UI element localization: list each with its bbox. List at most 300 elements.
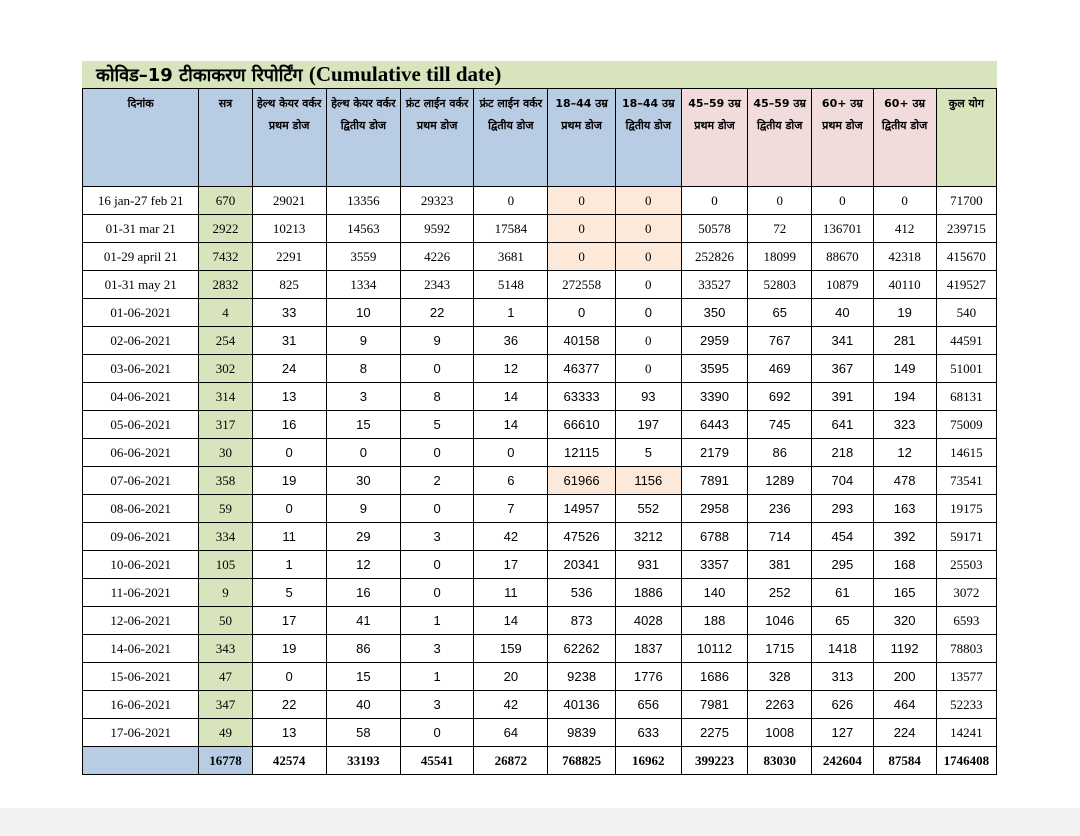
row-sessions: 47 bbox=[199, 663, 252, 691]
table-cell: 19 bbox=[252, 635, 326, 663]
table-cell: 194 bbox=[873, 383, 936, 411]
table-cell: 88670 bbox=[812, 243, 873, 271]
row-date: 01-31 mar 21 bbox=[83, 215, 199, 243]
table-cell: 2959 bbox=[681, 327, 747, 355]
table-cell: 2291 bbox=[252, 243, 326, 271]
table-cell: 626 bbox=[812, 691, 873, 719]
table-row bbox=[83, 663, 997, 691]
row-sessions: 343 bbox=[199, 635, 252, 663]
table-cell: 1715 bbox=[748, 635, 812, 663]
table-cell: 633 bbox=[615, 719, 681, 747]
table-cell: 61966 bbox=[548, 467, 615, 495]
table-cell: 0 bbox=[401, 551, 474, 579]
table-cell: 14615 bbox=[936, 439, 996, 467]
row-sessions: 347 bbox=[199, 691, 252, 719]
table-cell: 1289 bbox=[748, 467, 812, 495]
row-sessions: 59 bbox=[199, 495, 252, 523]
table-cell: 136701 bbox=[812, 215, 873, 243]
table-row bbox=[83, 215, 997, 243]
header-date: दिनांक bbox=[83, 89, 199, 187]
table-cell: 341 bbox=[812, 327, 873, 355]
header-45-59-dose1: 45–59 उम्र प्रथम डोज bbox=[681, 89, 747, 187]
table-cell: 381 bbox=[748, 551, 812, 579]
table-cell: 61 bbox=[812, 579, 873, 607]
row-date: 16 jan-27 feb 21 bbox=[83, 187, 199, 215]
total-cell: 87584 bbox=[873, 747, 936, 775]
table-cell: 163 bbox=[873, 495, 936, 523]
table-cell: 1837 bbox=[615, 635, 681, 663]
bottom-band bbox=[0, 808, 1080, 836]
row-date: 16-06-2021 bbox=[83, 691, 199, 719]
table-cell: 18099 bbox=[748, 243, 812, 271]
row-date: 01-29 april 21 bbox=[83, 243, 199, 271]
table-cell: 656 bbox=[615, 691, 681, 719]
table-cell: 552 bbox=[615, 495, 681, 523]
total-cell: 16778 bbox=[199, 747, 252, 775]
table-cell: 68131 bbox=[936, 383, 996, 411]
table-cell: 16 bbox=[252, 411, 326, 439]
table-cell: 0 bbox=[615, 243, 681, 271]
table-cell: 10213 bbox=[252, 215, 326, 243]
table-cell: 419527 bbox=[936, 271, 996, 299]
title-english: (Cumulative till date) bbox=[308, 62, 502, 86]
table-cell: 165 bbox=[873, 579, 936, 607]
table-cell: 9 bbox=[401, 327, 474, 355]
vaccination-table bbox=[82, 88, 997, 775]
table-cell: 1 bbox=[474, 299, 548, 327]
table-row bbox=[83, 551, 997, 579]
table-cell: 197 bbox=[615, 411, 681, 439]
table-cell: 200 bbox=[873, 663, 936, 691]
table-cell: 1334 bbox=[326, 271, 400, 299]
table-row bbox=[83, 691, 997, 719]
table-cell: 71700 bbox=[936, 187, 996, 215]
table-cell: 10112 bbox=[681, 635, 747, 663]
row-date: 17-06-2021 bbox=[83, 719, 199, 747]
table-cell: 5148 bbox=[474, 271, 548, 299]
total-cell: 26872 bbox=[474, 747, 548, 775]
table-cell: 0 bbox=[812, 187, 873, 215]
table-cell: 1046 bbox=[748, 607, 812, 635]
table-cell: 73541 bbox=[936, 467, 996, 495]
table-cell: 63333 bbox=[548, 383, 615, 411]
row-sessions: 334 bbox=[199, 523, 252, 551]
table-cell: 0 bbox=[401, 495, 474, 523]
table-cell: 44591 bbox=[936, 327, 996, 355]
totals-row bbox=[83, 747, 997, 775]
row-sessions: 49 bbox=[199, 719, 252, 747]
table-cell: 14957 bbox=[548, 495, 615, 523]
table-cell: 78803 bbox=[936, 635, 996, 663]
total-cell: 45541 bbox=[401, 747, 474, 775]
table-cell: 641 bbox=[812, 411, 873, 439]
header-flw-dose1: फ्रंट लाईन वर्कर प्रथम डोज bbox=[401, 89, 474, 187]
table-cell: 47526 bbox=[548, 523, 615, 551]
row-sessions: 105 bbox=[199, 551, 252, 579]
table-cell: 22 bbox=[401, 299, 474, 327]
table-cell: 14 bbox=[474, 383, 548, 411]
header-hcw-dose2: हेल्थ केयर वर्कर द्वितीय डोज bbox=[326, 89, 400, 187]
row-date: 05-06-2021 bbox=[83, 411, 199, 439]
table-cell: 17584 bbox=[474, 215, 548, 243]
table-cell: 20341 bbox=[548, 551, 615, 579]
table-cell: 323 bbox=[873, 411, 936, 439]
table-cell: 42 bbox=[474, 691, 548, 719]
table-cell: 75009 bbox=[936, 411, 996, 439]
table-cell: 0 bbox=[474, 187, 548, 215]
row-date: 01-31 may 21 bbox=[83, 271, 199, 299]
table-cell: 236 bbox=[748, 495, 812, 523]
table-row bbox=[83, 439, 997, 467]
table-row bbox=[83, 243, 997, 271]
table-cell: 391 bbox=[812, 383, 873, 411]
row-date: 01-06-2021 bbox=[83, 299, 199, 327]
table-cell: 4226 bbox=[401, 243, 474, 271]
report-title bbox=[82, 61, 997, 88]
table-cell: 52803 bbox=[748, 271, 812, 299]
header-total: कुल योग bbox=[936, 89, 996, 187]
table-cell: 168 bbox=[873, 551, 936, 579]
row-date: 09-06-2021 bbox=[83, 523, 199, 551]
table-cell: 19 bbox=[873, 299, 936, 327]
table-row bbox=[83, 495, 997, 523]
table-cell: 46377 bbox=[548, 355, 615, 383]
table-row bbox=[83, 383, 997, 411]
table-cell: 1418 bbox=[812, 635, 873, 663]
table-cell: 13356 bbox=[326, 187, 400, 215]
table-cell: 42318 bbox=[873, 243, 936, 271]
table-cell: 7 bbox=[474, 495, 548, 523]
table-cell: 745 bbox=[748, 411, 812, 439]
table-cell: 13 bbox=[252, 383, 326, 411]
table-cell: 252826 bbox=[681, 243, 747, 271]
table-cell: 65 bbox=[748, 299, 812, 327]
table-cell: 224 bbox=[873, 719, 936, 747]
table-cell: 86 bbox=[748, 439, 812, 467]
table-cell: 8 bbox=[326, 355, 400, 383]
table-cell: 12 bbox=[474, 355, 548, 383]
table-cell: 0 bbox=[748, 187, 812, 215]
table-cell: 14241 bbox=[936, 719, 996, 747]
table-cell: 0 bbox=[401, 355, 474, 383]
table-row bbox=[83, 635, 997, 663]
table-cell: 7891 bbox=[681, 467, 747, 495]
table-cell: 17 bbox=[252, 607, 326, 635]
row-date: 03-06-2021 bbox=[83, 355, 199, 383]
table-cell: 1192 bbox=[873, 635, 936, 663]
table-cell: 0 bbox=[615, 187, 681, 215]
header-flw-dose2: फ्रंट लाईन वर्कर द्वितीय डोज bbox=[474, 89, 548, 187]
table-cell: 13577 bbox=[936, 663, 996, 691]
table-cell: 0 bbox=[252, 439, 326, 467]
table-cell: 2179 bbox=[681, 439, 747, 467]
table-cell: 0 bbox=[615, 327, 681, 355]
table-cell: 8 bbox=[401, 383, 474, 411]
table-cell: 11 bbox=[474, 579, 548, 607]
table-cell: 0 bbox=[548, 187, 615, 215]
table-cell: 19 bbox=[252, 467, 326, 495]
row-date: 12-06-2021 bbox=[83, 607, 199, 635]
header-18-44-dose1: 18–44 उम्र प्रथम डोज bbox=[548, 89, 615, 187]
table-cell: 41 bbox=[326, 607, 400, 635]
table-cell: 328 bbox=[748, 663, 812, 691]
table-row bbox=[83, 523, 997, 551]
table-cell: 9592 bbox=[401, 215, 474, 243]
table-cell: 1156 bbox=[615, 467, 681, 495]
header-60plus-dose1: 60+ उम्र प्रथम डोज bbox=[812, 89, 873, 187]
table-cell: 11 bbox=[252, 523, 326, 551]
table-cell: 714 bbox=[748, 523, 812, 551]
table-cell: 40136 bbox=[548, 691, 615, 719]
table-row bbox=[83, 187, 997, 215]
table-cell: 454 bbox=[812, 523, 873, 551]
table-cell: 0 bbox=[873, 187, 936, 215]
table-cell: 12 bbox=[873, 439, 936, 467]
table-cell: 64 bbox=[474, 719, 548, 747]
row-date: 02-06-2021 bbox=[83, 327, 199, 355]
table-cell: 3 bbox=[401, 691, 474, 719]
table-cell: 159 bbox=[474, 635, 548, 663]
table-cell: 9 bbox=[326, 495, 400, 523]
table-cell: 10879 bbox=[812, 271, 873, 299]
table-cell: 0 bbox=[474, 439, 548, 467]
table-cell: 293 bbox=[812, 495, 873, 523]
table-cell: 25503 bbox=[936, 551, 996, 579]
table-cell: 295 bbox=[812, 551, 873, 579]
table-cell: 58 bbox=[326, 719, 400, 747]
table-cell: 29 bbox=[326, 523, 400, 551]
total-cell: 16962 bbox=[615, 747, 681, 775]
table-cell: 72 bbox=[748, 215, 812, 243]
table-cell: 29021 bbox=[252, 187, 326, 215]
table-cell: 3072 bbox=[936, 579, 996, 607]
table-cell: 3357 bbox=[681, 551, 747, 579]
table-cell: 412 bbox=[873, 215, 936, 243]
table-cell: 0 bbox=[615, 215, 681, 243]
table-cell: 6443 bbox=[681, 411, 747, 439]
table-row bbox=[83, 719, 997, 747]
table-cell: 0 bbox=[615, 355, 681, 383]
table-cell: 66610 bbox=[548, 411, 615, 439]
table-cell: 65 bbox=[812, 607, 873, 635]
table-cell: 469 bbox=[748, 355, 812, 383]
table-cell: 0 bbox=[326, 439, 400, 467]
table-cell: 36 bbox=[474, 327, 548, 355]
table-cell: 350 bbox=[681, 299, 747, 327]
table-cell: 6 bbox=[474, 467, 548, 495]
table-cell: 464 bbox=[873, 691, 936, 719]
row-sessions: 302 bbox=[199, 355, 252, 383]
total-cell: 42574 bbox=[252, 747, 326, 775]
table-cell: 50578 bbox=[681, 215, 747, 243]
row-date: 14-06-2021 bbox=[83, 635, 199, 663]
table-cell: 767 bbox=[748, 327, 812, 355]
table-cell: 13 bbox=[252, 719, 326, 747]
header-18-44-dose2: 18–44 उम्र द्वितीय डोज bbox=[615, 89, 681, 187]
table-cell: 218 bbox=[812, 439, 873, 467]
table-cell: 33527 bbox=[681, 271, 747, 299]
row-date: 08-06-2021 bbox=[83, 495, 199, 523]
table-cell: 3595 bbox=[681, 355, 747, 383]
row-sessions: 2922 bbox=[199, 215, 252, 243]
table-cell: 5 bbox=[252, 579, 326, 607]
table-cell: 33 bbox=[252, 299, 326, 327]
row-date: 07-06-2021 bbox=[83, 467, 199, 495]
table-cell: 51001 bbox=[936, 355, 996, 383]
table-cell: 140 bbox=[681, 579, 747, 607]
table-cell: 24 bbox=[252, 355, 326, 383]
table-cell: 149 bbox=[873, 355, 936, 383]
header-60plus-dose2: 60+ उम्र द्वितीय डोज bbox=[873, 89, 936, 187]
table-cell: 86 bbox=[326, 635, 400, 663]
row-sessions: 358 bbox=[199, 467, 252, 495]
table-cell: 239715 bbox=[936, 215, 996, 243]
table-cell: 16 bbox=[326, 579, 400, 607]
table-cell: 825 bbox=[252, 271, 326, 299]
table-row bbox=[83, 607, 997, 635]
table-cell: 22 bbox=[252, 691, 326, 719]
header-sessions: सत्र bbox=[199, 89, 252, 187]
table-cell: 29323 bbox=[401, 187, 474, 215]
table-cell: 14 bbox=[474, 411, 548, 439]
table-cell: 392 bbox=[873, 523, 936, 551]
table-cell: 15 bbox=[326, 411, 400, 439]
table-row bbox=[83, 355, 997, 383]
table-row bbox=[83, 299, 997, 327]
table-cell: 3681 bbox=[474, 243, 548, 271]
row-sessions: 9 bbox=[199, 579, 252, 607]
total-cell: 33193 bbox=[326, 747, 400, 775]
table-cell: 931 bbox=[615, 551, 681, 579]
table-cell: 2958 bbox=[681, 495, 747, 523]
header-hcw-dose1: हेल्थ केयर वर्कर प्रथम डोज bbox=[252, 89, 326, 187]
table-cell: 12 bbox=[326, 551, 400, 579]
table-cell: 0 bbox=[401, 719, 474, 747]
table-cell: 3 bbox=[401, 635, 474, 663]
row-date: 04-06-2021 bbox=[83, 383, 199, 411]
table-cell: 1 bbox=[401, 607, 474, 635]
row-sessions: 50 bbox=[199, 607, 252, 635]
table-row bbox=[83, 579, 997, 607]
table-cell: 478 bbox=[873, 467, 936, 495]
table-cell: 19175 bbox=[936, 495, 996, 523]
table-row bbox=[83, 271, 997, 299]
table-cell: 9238 bbox=[548, 663, 615, 691]
table-cell: 2 bbox=[401, 467, 474, 495]
total-cell: 1746408 bbox=[936, 747, 996, 775]
table-cell: 3559 bbox=[326, 243, 400, 271]
table-cell: 367 bbox=[812, 355, 873, 383]
table-cell: 692 bbox=[748, 383, 812, 411]
table-cell: 1776 bbox=[615, 663, 681, 691]
table-cell: 1008 bbox=[748, 719, 812, 747]
table-cell: 0 bbox=[548, 299, 615, 327]
table-cell: 272558 bbox=[548, 271, 615, 299]
table-cell: 40110 bbox=[873, 271, 936, 299]
total-cell: 242604 bbox=[812, 747, 873, 775]
table-cell: 5 bbox=[615, 439, 681, 467]
table-cell: 30 bbox=[326, 467, 400, 495]
table-cell: 17 bbox=[474, 551, 548, 579]
table-cell: 704 bbox=[812, 467, 873, 495]
table-cell: 320 bbox=[873, 607, 936, 635]
table-cell: 40 bbox=[326, 691, 400, 719]
table-cell: 0 bbox=[401, 439, 474, 467]
table-cell: 9 bbox=[326, 327, 400, 355]
table-cell: 3390 bbox=[681, 383, 747, 411]
table-cell: 2263 bbox=[748, 691, 812, 719]
table-cell: 7981 bbox=[681, 691, 747, 719]
table-cell: 10 bbox=[326, 299, 400, 327]
row-sessions: 7432 bbox=[199, 243, 252, 271]
table-cell: 15 bbox=[326, 663, 400, 691]
row-date: 15-06-2021 bbox=[83, 663, 199, 691]
table-cell: 252 bbox=[748, 579, 812, 607]
row-sessions: 670 bbox=[199, 187, 252, 215]
row-sessions: 30 bbox=[199, 439, 252, 467]
table-cell: 1886 bbox=[615, 579, 681, 607]
table-cell: 5 bbox=[401, 411, 474, 439]
row-date: 11-06-2021 bbox=[83, 579, 199, 607]
table-cell: 0 bbox=[548, 215, 615, 243]
table-cell: 0 bbox=[401, 579, 474, 607]
total-cell: 399223 bbox=[681, 747, 747, 775]
table-body bbox=[83, 187, 997, 775]
table-cell: 127 bbox=[812, 719, 873, 747]
table-row bbox=[83, 327, 997, 355]
table-cell: 40 bbox=[812, 299, 873, 327]
table-cell: 12115 bbox=[548, 439, 615, 467]
table-cell: 93 bbox=[615, 383, 681, 411]
table-cell: 14563 bbox=[326, 215, 400, 243]
table-row bbox=[83, 411, 997, 439]
total-cell: 83030 bbox=[748, 747, 812, 775]
table-cell: 6788 bbox=[681, 523, 747, 551]
table-cell: 540 bbox=[936, 299, 996, 327]
table-cell: 9839 bbox=[548, 719, 615, 747]
table-cell: 4028 bbox=[615, 607, 681, 635]
row-sessions: 314 bbox=[199, 383, 252, 411]
table-cell: 2275 bbox=[681, 719, 747, 747]
table-cell: 1 bbox=[252, 551, 326, 579]
table-cell: 40158 bbox=[548, 327, 615, 355]
table-cell: 31 bbox=[252, 327, 326, 355]
row-sessions: 254 bbox=[199, 327, 252, 355]
table-cell: 0 bbox=[681, 187, 747, 215]
table-cell: 2343 bbox=[401, 271, 474, 299]
table-cell: 281 bbox=[873, 327, 936, 355]
table-cell: 0 bbox=[615, 271, 681, 299]
table-cell: 415670 bbox=[936, 243, 996, 271]
row-date: 06-06-2021 bbox=[83, 439, 199, 467]
table-cell: 0 bbox=[548, 243, 615, 271]
row-sessions: 2832 bbox=[199, 271, 252, 299]
table-cell: 52233 bbox=[936, 691, 996, 719]
table-cell: 1 bbox=[401, 663, 474, 691]
header-row bbox=[83, 89, 997, 187]
title-hindi: कोविड–19 टीकाकरण रिपोर्टिंग bbox=[96, 65, 303, 86]
table-cell: 6593 bbox=[936, 607, 996, 635]
row-date: 10-06-2021 bbox=[83, 551, 199, 579]
table-cell: 313 bbox=[812, 663, 873, 691]
table-cell: 62262 bbox=[548, 635, 615, 663]
table-cell: 0 bbox=[252, 495, 326, 523]
table-cell: 0 bbox=[252, 663, 326, 691]
table-cell: 14 bbox=[474, 607, 548, 635]
table-row bbox=[83, 467, 997, 495]
table-cell: 3212 bbox=[615, 523, 681, 551]
table-cell: 59171 bbox=[936, 523, 996, 551]
